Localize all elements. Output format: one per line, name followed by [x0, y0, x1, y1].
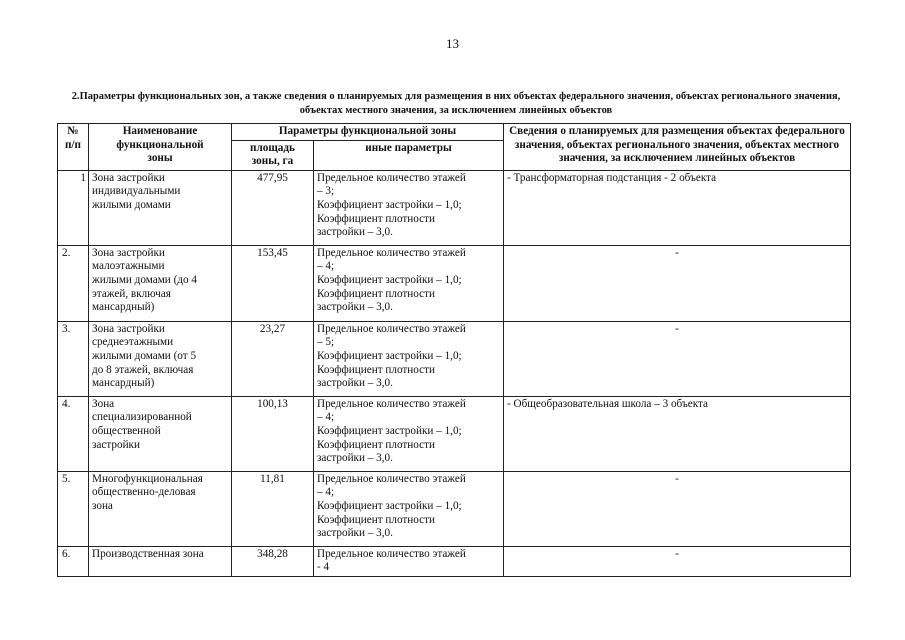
row-zone-name: Производственная зона — [89, 546, 232, 576]
row-zone-name: Зона застройки индивидуальными жилыми домами — [89, 170, 232, 245]
table-row — [58, 396, 851, 471]
row-objects-info: - — [504, 471, 851, 546]
row-other-params: Предельное количество этажей – 4; Коэффициент застройки – 1,0; Коэффициент плотности застройки – 3,0. — [314, 245, 504, 321]
row-objects-info: - — [504, 245, 851, 321]
row-num: 5. — [58, 471, 89, 546]
section-heading: 2.Параметры функциональных зон, а также сведения о планируемых для размещения в них объектах федерального значения, объектах регионального значения, объектах местного значения, за исключением линейных объектов — [71, 91, 841, 116]
row-area: 100,13 — [232, 396, 314, 471]
row-area: 11,81 — [232, 471, 314, 546]
row-num: 1 — [58, 170, 89, 245]
header-area: площадь зоны, га — [232, 140, 314, 170]
row-num: 2. — [58, 245, 89, 321]
row-num: 3. — [58, 321, 89, 396]
row-objects-info: - Общеобразовательная школа – 3 объекта — [504, 396, 851, 471]
table-row — [58, 471, 851, 546]
table-row — [58, 170, 851, 245]
row-zone-name: Зона застройки среднеэтажными жилыми домами (от 5 до 8 этажей, включая мансардный) — [89, 321, 232, 396]
header-name: Наименование функциональной зоны — [89, 124, 232, 171]
table-header-row — [58, 124, 851, 141]
row-other-params: Предельное количество этажей – 4; Коэффициент застройки – 1,0; Коэффициент плотности застройки – 3,0. — [314, 396, 504, 471]
zones-table — [57, 123, 851, 577]
row-num: 6. — [58, 546, 89, 576]
row-objects-info: - — [504, 321, 851, 396]
row-area: 23,27 — [232, 321, 314, 396]
row-objects-info: - — [504, 546, 851, 576]
row-zone-name: Зона застройки малоэтажными жилыми домами (до 4 этажей, включая мансардный) — [89, 245, 232, 321]
header-info: Сведения о планируемых для размещения объектах федерального значения, объектах регионального значения, объектах местного значения, за исключением линейных объектов — [504, 124, 851, 171]
row-other-params: Предельное количество этажей – 4; Коэффициент застройки – 1,0; Коэффициент плотности застройки – 3,0. — [314, 471, 504, 546]
table-row — [58, 245, 851, 321]
row-zone-name: Зона специализированной общественной застройки — [89, 396, 232, 471]
row-zone-name: Многофункциональная общественно-деловая зона — [89, 471, 232, 546]
row-other-params: Предельное количество этажей – 5; Коэффициент застройки – 1,0; Коэффициент плотности застройки – 3,0. — [314, 321, 504, 396]
row-other-params: Предельное количество этажей – 3; Коэффициент застройки – 1,0; Коэффициент плотности застройки – 3,0. — [314, 170, 504, 245]
table-row — [58, 321, 851, 396]
header-num: № п/п — [58, 124, 89, 171]
row-area: 348,28 — [232, 546, 314, 576]
row-objects-info: - Трансформаторная подстанция - 2 объекта — [504, 170, 851, 245]
row-other-params: Предельное количество этажей - 4 — [314, 546, 504, 576]
header-other: иные параметры — [314, 140, 504, 170]
table-row — [58, 546, 851, 576]
row-area: 477,95 — [232, 170, 314, 245]
row-area: 153,45 — [232, 245, 314, 321]
row-num: 4. — [58, 396, 89, 471]
page-number: 13 — [446, 36, 459, 51]
header-params-group: Параметры функциональной зоны — [232, 124, 504, 141]
